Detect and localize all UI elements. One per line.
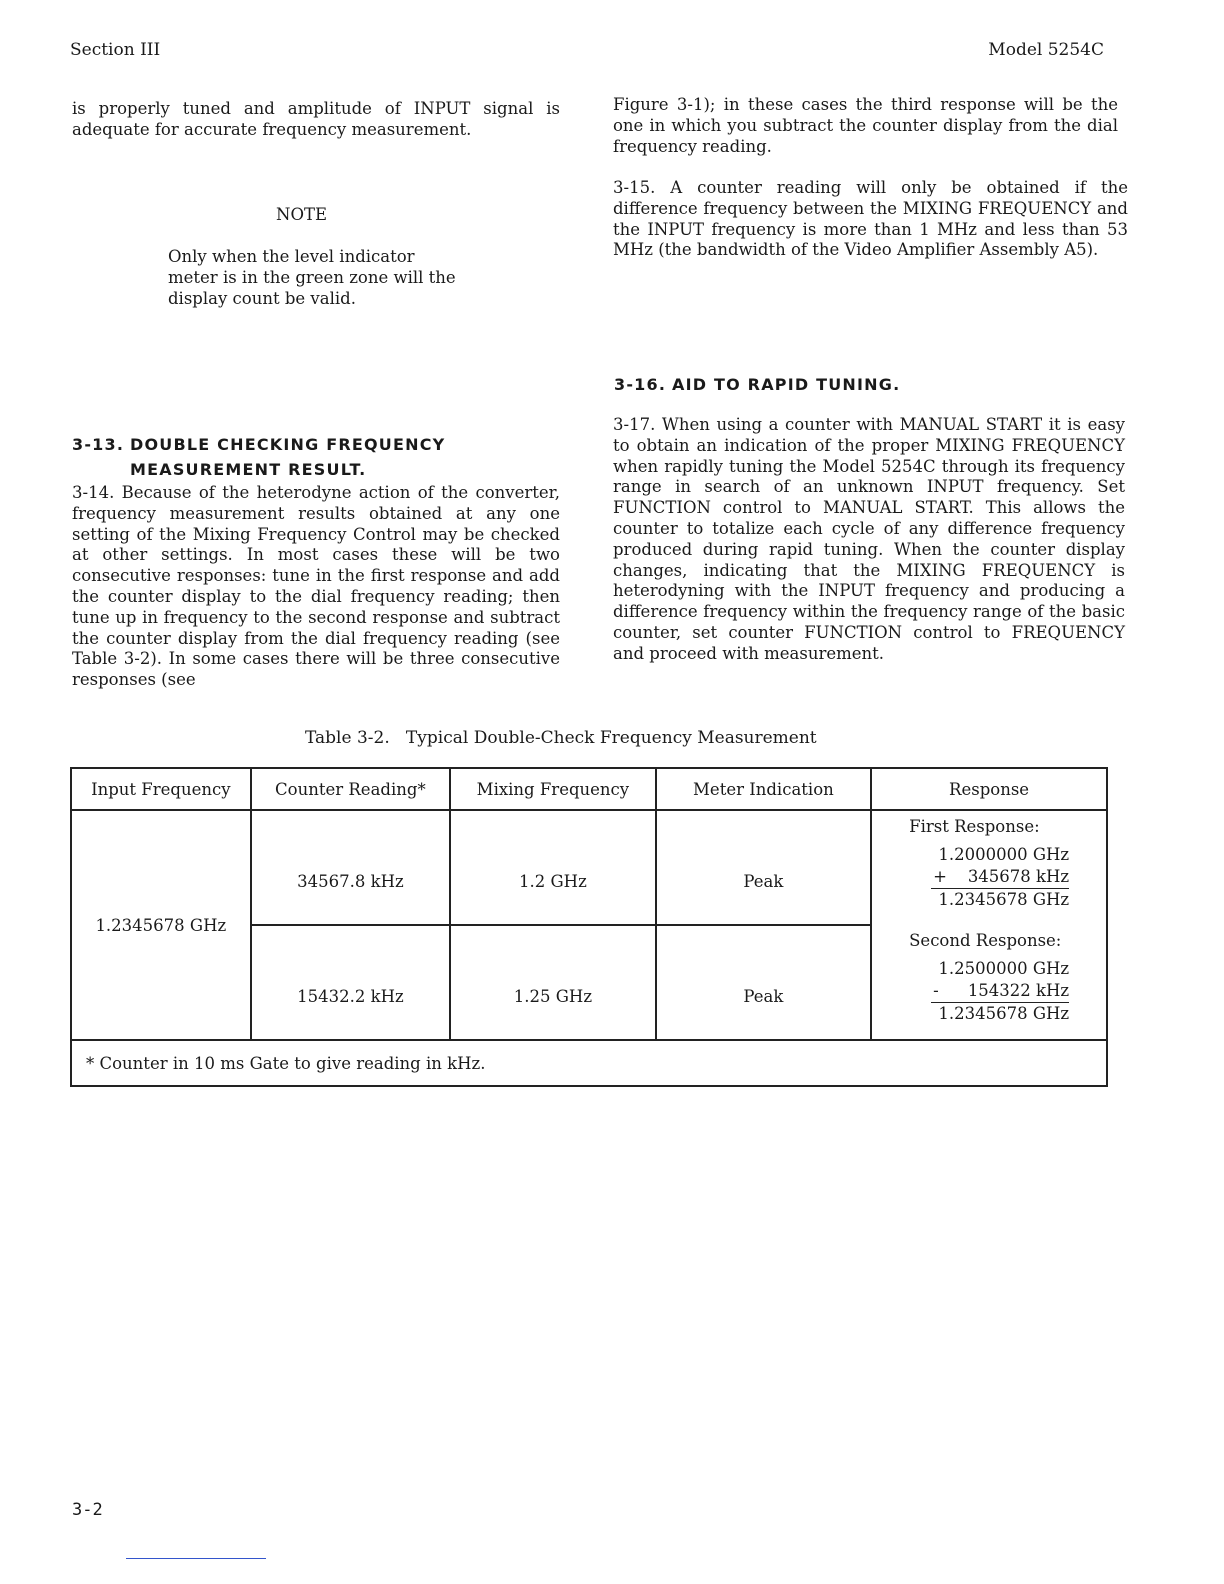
counter-reading-cell: 15432.2 kHz <box>251 925 451 1040</box>
table-footnote: * Counter in 10 ms Gate to give reading in kHz. <box>71 1040 1107 1086</box>
paragraph-3-14: 3-14. Because of the heterodyne action of the converter, frequency measurement results obtained at any one setting of the Mixing Frequency Control may be checked at other settings. In most cases these will be two consecutive responses: tune in the first response and add the counter display to the dial frequency reading; then tune up in frequency to the second response and subtract the counter display from the dial frequency reading (see Table 3-2). In some cases there will be three consecutive responses (see <box>72 483 560 690</box>
paragraph-3-17: 3-17. When using a counter with MANUAL START it is easy to obtain an indication of the proper MIXING FREQUENCY when rapidly tuning the Model 5254C through its frequency range in search of an unknown INPUT frequency. Set FUNCTION control to MANUAL START. This allows the counter to totalize each cycle of any difference frequency produced during rapid tuning. When the counter display changes, indicating that the MIXING FREQUENCY is heterodyning with the INPUT frequency and producing a difference frequency within the frequency range of the basic counter, set counter FUNCTION control to FREQUENCY and proceed with measurement. <box>613 415 1125 663</box>
table-header-row <box>71 768 1107 810</box>
table-row <box>71 810 1107 925</box>
calc-result: 1.2345678 GHz <box>938 890 1070 909</box>
heading-number: 3-13. <box>72 435 125 454</box>
note-title: NOTE <box>276 205 328 224</box>
table-caption: Table 3-2. Typical Double-Check Frequency Measurement <box>305 728 817 748</box>
response-title: Second Response: <box>909 931 1062 950</box>
heading-line-2: MEASUREMENT RESULT. <box>130 460 367 479</box>
heading-line-1: DOUBLE CHECKING FREQUENCY <box>130 435 446 454</box>
response-calculation <box>931 844 1069 911</box>
intro-paragraph: is properly tuned and amplitude of INPUT signal is adequate for accurate frequency measurement. <box>72 99 560 139</box>
heading-number: 3-16. <box>614 375 667 394</box>
input-frequency-cell: 1.2345678 GHz <box>71 810 251 1040</box>
calc-result: 1.2345678 GHz <box>938 1004 1070 1023</box>
header-meter-indication: Meter Indication <box>656 768 871 810</box>
table-footnote-row <box>71 1040 1107 1086</box>
mixing-frequency-cell: 1.2 GHz <box>450 810 656 925</box>
meter-indication-cell: Peak <box>656 810 871 925</box>
frequency-table <box>70 767 1108 1087</box>
heading-text: AID TO RAPID TUNING. <box>672 375 901 394</box>
scan-artifact-line <box>126 1558 266 1559</box>
response-calculation <box>931 958 1069 1025</box>
header-mixing-frequency: Mixing Frequency <box>450 768 656 810</box>
calc-operator: - <box>933 981 939 1000</box>
response-cell <box>871 810 1107 925</box>
response-title: First Response: <box>909 817 1040 836</box>
note-body: Only when the level indicator meter is in the green zone will the display count be valid. <box>168 247 456 308</box>
calc-line-1: 1.2500000 GHz <box>938 959 1070 978</box>
meter-indication-cell: Peak <box>656 925 871 1040</box>
header-input-frequency: Input Frequency <box>71 768 251 810</box>
counter-reading-cell: 34567.8 kHz <box>251 810 451 925</box>
calc-line-2: 345678 kHz <box>967 867 1070 886</box>
mixing-frequency-cell: 1.25 GHz <box>450 925 656 1040</box>
response-cell <box>871 925 1107 1040</box>
calc-line-2: 154322 kHz <box>967 981 1070 1000</box>
heading-3-13 <box>72 432 552 482</box>
calc-operator: + <box>933 867 947 886</box>
header-response: Response <box>871 768 1107 810</box>
paragraph-3-15: 3-15. A counter reading will only be obtained if the difference frequency between the MIXING FREQUENCY and the INPUT frequency is more than 1 MHz and less than 53 MHz (the bandwidth of the Video Amplifier Assembly A5). <box>613 178 1128 260</box>
model-label: Model 5254C <box>988 40 1104 60</box>
heading-3-16 <box>614 375 900 394</box>
section-label: Section III <box>70 40 161 60</box>
calc-line-1: 1.2000000 GHz <box>938 845 1070 864</box>
continued-paragraph: Figure 3-1); in these cases the third response will be the one in which you subtract the counter display from the dial frequency reading. <box>613 95 1118 156</box>
page-number: 3-2 <box>72 1500 103 1520</box>
header-counter-reading: Counter Reading* <box>251 768 451 810</box>
